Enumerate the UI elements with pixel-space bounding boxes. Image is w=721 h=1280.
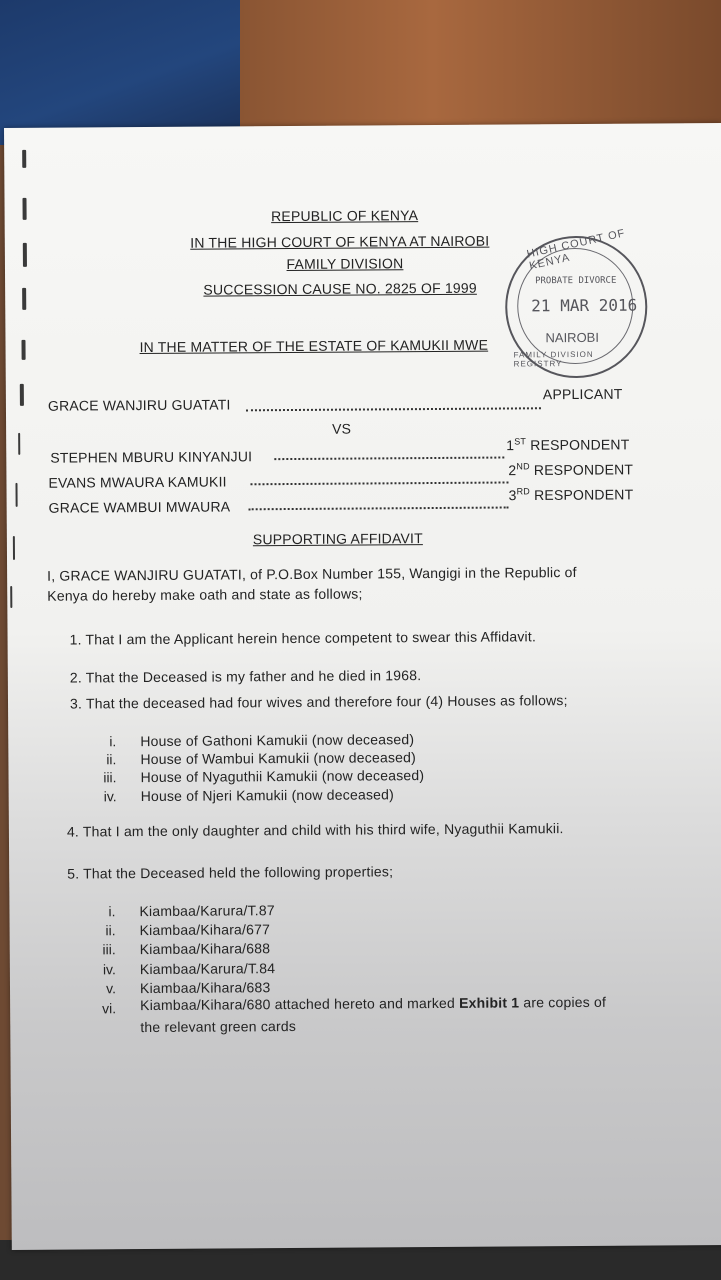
binding-mark — [18, 433, 20, 455]
binding-mark — [22, 150, 26, 168]
respondent-3-dotted-line — [249, 506, 509, 510]
stamp-date: 21 MAR 2016 — [531, 295, 638, 316]
property-3-text: Kiambaa/Kihara/688 — [139, 940, 271, 958]
house-3-text: House of Nyaguthii Kamukii (now deceased) — [140, 767, 425, 786]
binding-mark — [13, 536, 15, 560]
court-stamp — [505, 227, 648, 379]
stamp-subtitle: PROBATE DIVORCE — [535, 275, 617, 287]
property-5-number: v. — [106, 980, 117, 997]
stamp-city: NAIROBI — [545, 329, 599, 346]
applicant-name: GRACE WANJIRU GUATATI — [47, 396, 231, 414]
property-6-text-cont: the relevant green cards — [140, 1017, 297, 1036]
house-2-number: ii. — [106, 751, 117, 768]
respondent-2-dotted-line — [250, 481, 508, 485]
property-6-text: Kiambaa/Kihara/680 attached hereto and marked Exhibit 1 are copies of — [140, 993, 607, 1014]
paragraph-4: 4. That I am the only daughter and child with his third wife, Nyaguthii Kamukii. — [66, 820, 564, 840]
property-2-number: ii. — [105, 922, 116, 939]
respondent-2-role: 2ND RESPONDENT — [508, 461, 634, 479]
exhibit-label: Exhibit 1 — [459, 994, 520, 1011]
property-1-text: Kiambaa/Karura/T.87 — [139, 902, 275, 920]
respondent-1-name: STEPHEN MBURU KINYANJUI — [50, 448, 253, 466]
document-title: SUPPORTING AFFIDAVIT — [252, 530, 423, 548]
background-fabric — [0, 0, 250, 145]
paragraph-1: 1. That I am the Applicant herein hence competent to swear this Affidavit. — [69, 628, 537, 648]
paragraph-2: 2. That the Deceased is my father and he died in 1968. — [69, 667, 422, 686]
applicant-dotted-line — [246, 407, 541, 411]
binding-mark — [22, 288, 26, 310]
stamp-ring-text: HIGH COURT OF KENYA — [525, 227, 627, 273]
property-4-text: Kiambaa/Karura/T.84 — [139, 960, 276, 978]
header-matter: IN THE MATTER OF THE ESTATE OF KAMUKII MWE — [139, 336, 489, 356]
binding-mark — [10, 586, 12, 608]
binding-mark — [22, 198, 26, 220]
affidavit-page — [4, 123, 721, 1250]
respondent-1-role: 1ST RESPONDENT — [506, 436, 630, 454]
header-country: REPUBLIC OF KENYA — [271, 207, 419, 225]
respondent-3-role: 3RD RESPONDENT — [508, 486, 634, 504]
property-6-number: vi. — [102, 1000, 117, 1017]
property-5-text: Kiambaa/Kihara/683 — [139, 979, 271, 997]
house-3-number: iii. — [103, 769, 117, 786]
header-division: FAMILY DIVISION — [286, 255, 404, 273]
property-3-number: iii. — [102, 941, 116, 958]
respondent-2-name: EVANS MWAURA KAMUKII — [48, 473, 227, 491]
binding-mark — [23, 243, 27, 267]
respondent-1-dotted-line — [274, 457, 504, 461]
stamp-bottom-text: FAMILY DIVISION REGISTRY — [513, 349, 594, 369]
paragraph-5: 5. That the Deceased held the following properties; — [67, 863, 394, 882]
property-4-number: iv. — [102, 961, 116, 978]
house-4-text: House of Njeri Kamukii (now deceased) — [140, 786, 395, 805]
binding-mark — [20, 384, 24, 406]
binding-mark — [15, 483, 17, 507]
applicant-role: APPLICANT — [542, 385, 623, 403]
house-1-text: House of Gathoni Kamukii (now deceased) — [140, 731, 415, 750]
intro-line-2: Kenya do hereby make oath and state as follows; — [47, 585, 363, 604]
house-1-number: i. — [109, 733, 117, 750]
property-2-text: Kiambaa/Kihara/677 — [139, 921, 271, 939]
binding-mark — [21, 340, 25, 360]
house-4-number: iv. — [103, 788, 117, 805]
paragraph-3: 3. That the deceased had four wives and therefore four (4) Houses as follows; — [69, 692, 568, 712]
house-2-text: House of Wambui Kamukii (now deceased) — [140, 749, 417, 768]
respondent-3-name: GRACE WAMBUI MWAURA — [48, 498, 231, 516]
header-cause-number: SUCCESSION CAUSE NO. 2825 OF 1999 — [203, 279, 477, 298]
property-1-number: i. — [108, 903, 116, 920]
header-court: IN THE HIGH COURT OF KENYA AT NAIROBI — [190, 232, 490, 251]
intro-line-1: I, GRACE WANJIRU GUATATI, of P.O.Box Number 155, Wangigi in the Republic of — [47, 564, 577, 584]
versus-label: VS — [332, 420, 352, 437]
